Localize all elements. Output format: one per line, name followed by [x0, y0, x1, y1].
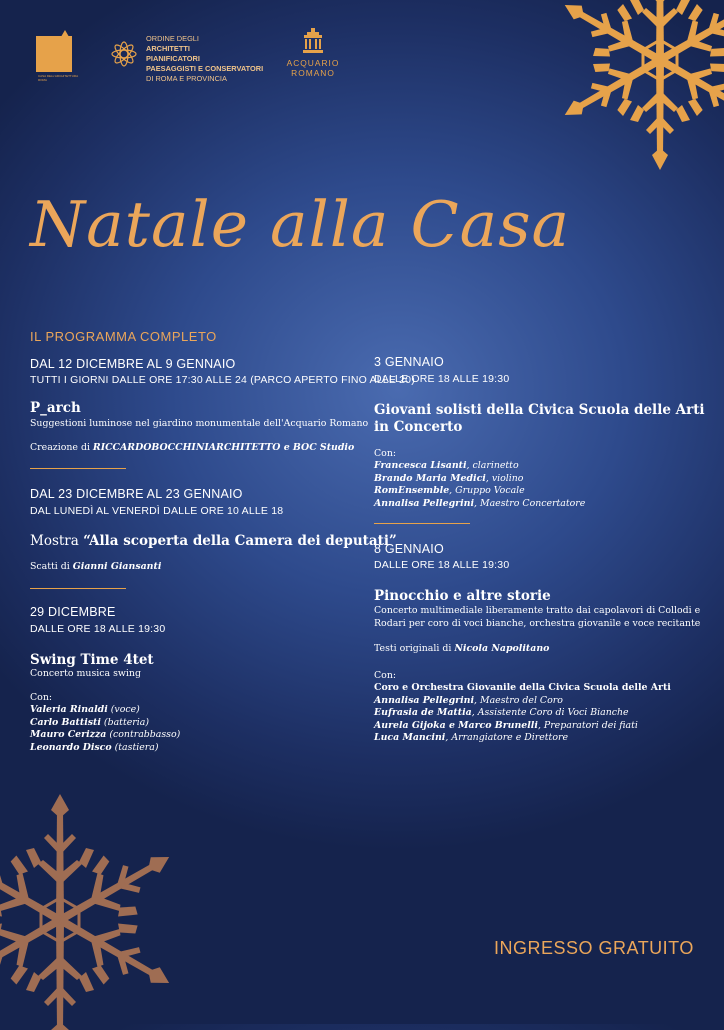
ev5-choir	[374, 682, 671, 695]
ev3-desc: Concerto musica swing	[30, 668, 141, 679]
person-role: , Maestro del Coro	[474, 694, 563, 706]
ev2-title-quote: “Alla scoperta della Camera dei deputati”	[83, 533, 397, 549]
program-heading: IL PROGRAMMA COMPLETO	[30, 329, 217, 344]
logo-small-text: CASA DELL'ARCHITETTURA ROMA	[38, 74, 78, 82]
person-role: , Preparatori dei fiati	[537, 719, 638, 731]
ev5-time: DALLE ORE 18 ALLE 19:30	[374, 559, 510, 571]
person-role: , Maestro Concertatore	[474, 497, 586, 509]
ordine-flower-icon	[108, 38, 140, 70]
ev3-person	[30, 717, 180, 730]
poster-title: Natale alla Casa	[30, 188, 571, 261]
divider-3	[374, 523, 470, 524]
divider-2	[30, 588, 126, 589]
ev3-people	[30, 704, 180, 754]
ev3-date: 29 DICEMBRE	[30, 605, 116, 619]
person-role: , Gruppo Vocale	[449, 485, 525, 496]
ev5-desc-line-1: Concerto multimediale liberamente tratto dai capolavori di Collodi e	[374, 605, 701, 616]
ev2-title-prefix: Mostra	[30, 533, 84, 549]
ev2-credit-name: Gianni Giansanti	[72, 561, 162, 572]
ev4-person	[374, 460, 585, 473]
ev5-credit	[374, 643, 549, 656]
ev1-credit	[30, 442, 354, 455]
ev4-con: Con:	[374, 448, 397, 459]
ev1-date: DAL 12 DICEMBRE AL 9 GENNAIO	[30, 357, 236, 371]
ev5-person	[374, 707, 671, 720]
person-role: , Arrangiatore e Direttore	[445, 732, 568, 743]
casa-architettura-logo	[36, 30, 78, 82]
person-name: Carlo Battisti	[30, 716, 101, 728]
person-name: Brando Maria Medici	[374, 472, 486, 484]
ev1-credit-prefix: Creazione di	[30, 442, 93, 453]
ev5-credit-name: Nicola Napolitano	[454, 643, 550, 654]
ordine-line-3: PIANIFICATORI	[146, 54, 200, 63]
ev5-desc-line-2: Rodari per coro di voci bianche, orchestra giovanile e voce recitante	[374, 617, 701, 629]
ev2-credit-prefix: Scatti di	[30, 561, 73, 572]
ev4-title	[374, 402, 705, 436]
ev2-time: DAL LUNEDÌ AL VENERDÌ DALLE ORE 10 ALLE 18	[30, 505, 284, 517]
ev4-person	[374, 498, 585, 511]
ev5-person	[374, 720, 671, 733]
ev4-person	[374, 485, 585, 498]
ordine-architetti-text	[146, 34, 263, 84]
divider-1	[30, 468, 126, 469]
ev2-title	[30, 533, 397, 549]
ev5-person	[374, 732, 671, 745]
ev5-title: Pinocchio e altre storie	[374, 588, 551, 604]
ev4-date: 3 GENNAIO	[374, 355, 444, 369]
ev5-credit-prefix: Testi originali di	[374, 643, 455, 654]
person-name: Annalisa Pellegrini	[374, 497, 475, 509]
ev1-time: TUTTI I GIORNI DALLE ORE 17:30 ALLE 24 (PARCO APERTO FINO ALLE 20)	[30, 374, 415, 386]
ev4-person	[374, 473, 585, 486]
ev5-people	[374, 682, 671, 745]
ordine-line-1: ORDINE DEGLI	[146, 34, 199, 43]
person-role: (contrabbasso)	[106, 729, 181, 740]
person-name: Francesca Lisanti	[374, 460, 467, 471]
ev3-title: Swing Time 4tet	[30, 652, 154, 668]
person-name: Aurela Gijoka e Marco Brunelli	[374, 719, 538, 731]
acquario-building-icon	[302, 28, 324, 54]
person-name: Leonardo Disco	[30, 741, 112, 753]
ev5-desc	[374, 605, 700, 630]
choir-name: Coro e Orchestra Giovanile della Civica Scuola delle Arti	[374, 682, 671, 693]
ordine-line-5: DI ROMA E PROVINCIA	[146, 74, 227, 83]
ev3-person	[30, 742, 180, 755]
person-name: Mauro Cerizza	[30, 729, 107, 740]
acquario-romano-logo	[286, 28, 340, 78]
free-entry-label: INGRESSO GRATUITO	[494, 938, 694, 958]
ev5-date: 8 GENNAIO	[374, 542, 444, 556]
ev3-person	[30, 729, 180, 742]
ev1-title: P_arch	[30, 400, 81, 416]
acquario-line-2: ROMANO	[291, 68, 335, 78]
ev4-people	[374, 460, 585, 510]
ordine-line-4: PAESAGGISTI E CONSERVATORI	[146, 64, 264, 73]
ev3-person	[30, 704, 180, 717]
snowflake-bottom-left	[0, 770, 240, 1030]
person-role: , violino	[485, 472, 524, 484]
ev3-time: DALLE ORE 18 ALLE 19:30	[30, 623, 166, 635]
person-role: (tastiera)	[111, 741, 159, 753]
ev1-credit-name: RICCARDOBOCCHINIARCHITETTO e BOC Studio	[92, 442, 355, 453]
person-name: RomEnsemble	[374, 485, 450, 496]
acquario-line-1: ACQUARIO	[286, 58, 340, 68]
ev2-date: DAL 23 DICEMBRE AL 23 GENNAIO	[30, 487, 243, 501]
person-name: Eufrasia de Mattia	[374, 707, 472, 718]
person-name: Annalisa Pellegrini	[374, 694, 475, 706]
ev1-desc: Suggestioni luminose nel giardino monumentale dell'Acquario Romano	[30, 418, 369, 429]
person-role: , clarinetto	[466, 460, 519, 471]
person-role: (voce)	[107, 704, 140, 715]
ev5-person	[374, 695, 671, 708]
ordine-line-2: ARCHITETTI	[146, 44, 190, 53]
ev5-con: Con:	[374, 670, 397, 681]
person-name: Luca Mancini	[374, 732, 446, 743]
person-role: (batteria)	[100, 716, 149, 728]
ev3-con: Con:	[30, 692, 53, 703]
person-name: Valeria Rinaldi	[30, 704, 108, 715]
ev4-title-line-2: in Concerto	[374, 419, 463, 435]
ev4-title-line-1: Giovani solisti della Civica Scuola delle Arti	[374, 402, 705, 418]
ev4-time: DALLE ORE 18 ALLE 19:30	[374, 373, 510, 385]
person-role: , Assistente Coro di Voci Bianche	[471, 707, 629, 718]
ev2-credit	[30, 561, 161, 574]
